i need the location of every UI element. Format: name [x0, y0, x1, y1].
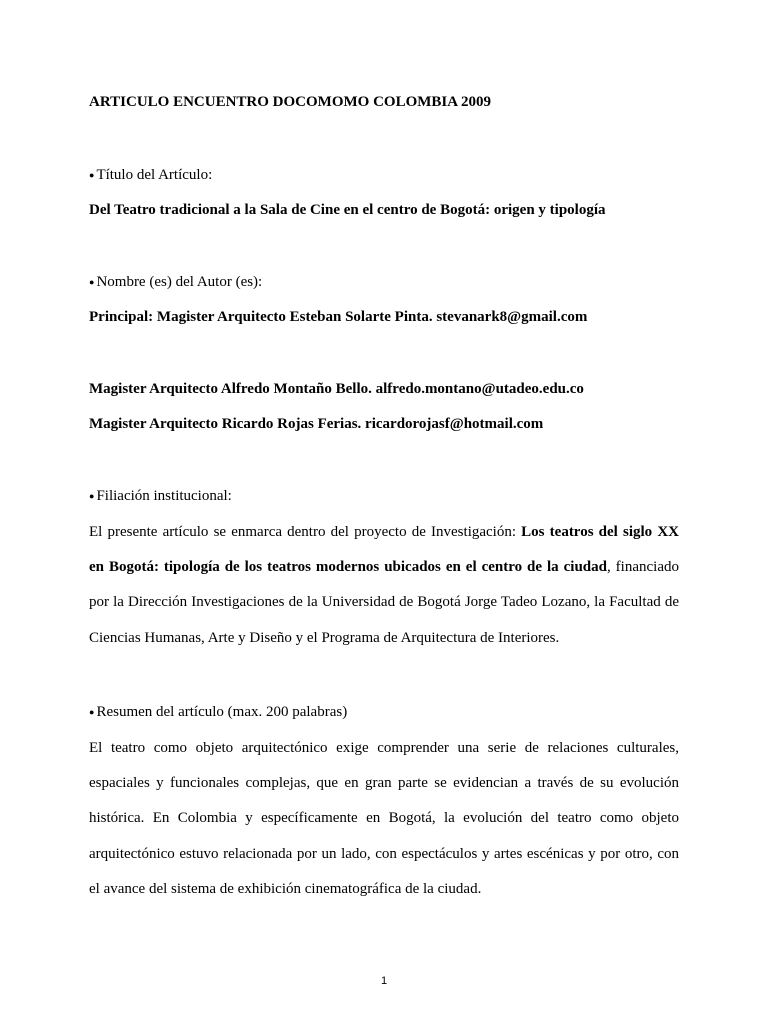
- affiliation-label: ● Filiación institucional:: [89, 488, 232, 504]
- affiliation-line: en Bogotá: tipología de los teatros modernos ubicados en el centro de la ciudad, financiado: [89, 559, 679, 575]
- bullet-icon: ●: [89, 491, 95, 501]
- author-principal: Principal: Magister Arquitecto Esteban Solarte Pinta. stevanark8@gmail.com: [89, 309, 588, 325]
- title-label: ● Título del Artículo:: [89, 167, 213, 183]
- bullet-icon: ●: [89, 277, 95, 287]
- abstract-line: el avance del sistema de exhibición cinematográfica de la ciudad.: [89, 881, 482, 897]
- author-label: ● Nombre (es) del Autor (es):: [89, 274, 263, 290]
- abstract-line: arquitectónico estuvo relacionada por un lado, con espectáculos y artes escénicas y por otro, con: [89, 846, 679, 862]
- author-secondary: Magister Arquitecto Alfredo Montaño Bello. alfredo.montano@utadeo.edu.co: [89, 381, 584, 397]
- abstract-label: ● Resumen del artículo (max. 200 palabras): [89, 704, 348, 720]
- affiliation-line: El presente artículo se enmarca dentro del proyecto de Investigación: Los teatros del siglo XX: [89, 524, 679, 540]
- affiliation-line: Ciencias Humanas, Arte y Diseño y el Programa de Arquitectura de Interiores.: [89, 630, 560, 646]
- abstract-line: espaciales y funcionales complejas, que en gran parte se evidencian a través de su evolución: [89, 775, 679, 791]
- bullet-icon: ●: [89, 170, 95, 180]
- document-header: ARTICULO ENCUENTRO DOCOMOMO COLOMBIA 2009: [89, 94, 491, 110]
- article-title: Del Teatro tradicional a la Sala de Cine en el centro de Bogotá: origen y tipología: [89, 202, 606, 218]
- bullet-icon: ●: [89, 707, 95, 717]
- abstract-line: histórica. En Colombia y específicamente en Bogotá, la evolución del teatro como objeto: [89, 810, 679, 826]
- page-number: 1: [380, 975, 388, 987]
- affiliation-line: por la Dirección Investigaciones de la Universidad de Bogotá Jorge Tadeo Lozano, la Facultad de: [89, 594, 679, 610]
- author-tertiary: Magister Arquitecto Ricardo Rojas Ferias. ricardorojasf@hotmail.com: [89, 416, 544, 432]
- abstract-line: El teatro como objeto arquitectónico exige comprender una serie de relaciones culturales,: [89, 740, 679, 756]
